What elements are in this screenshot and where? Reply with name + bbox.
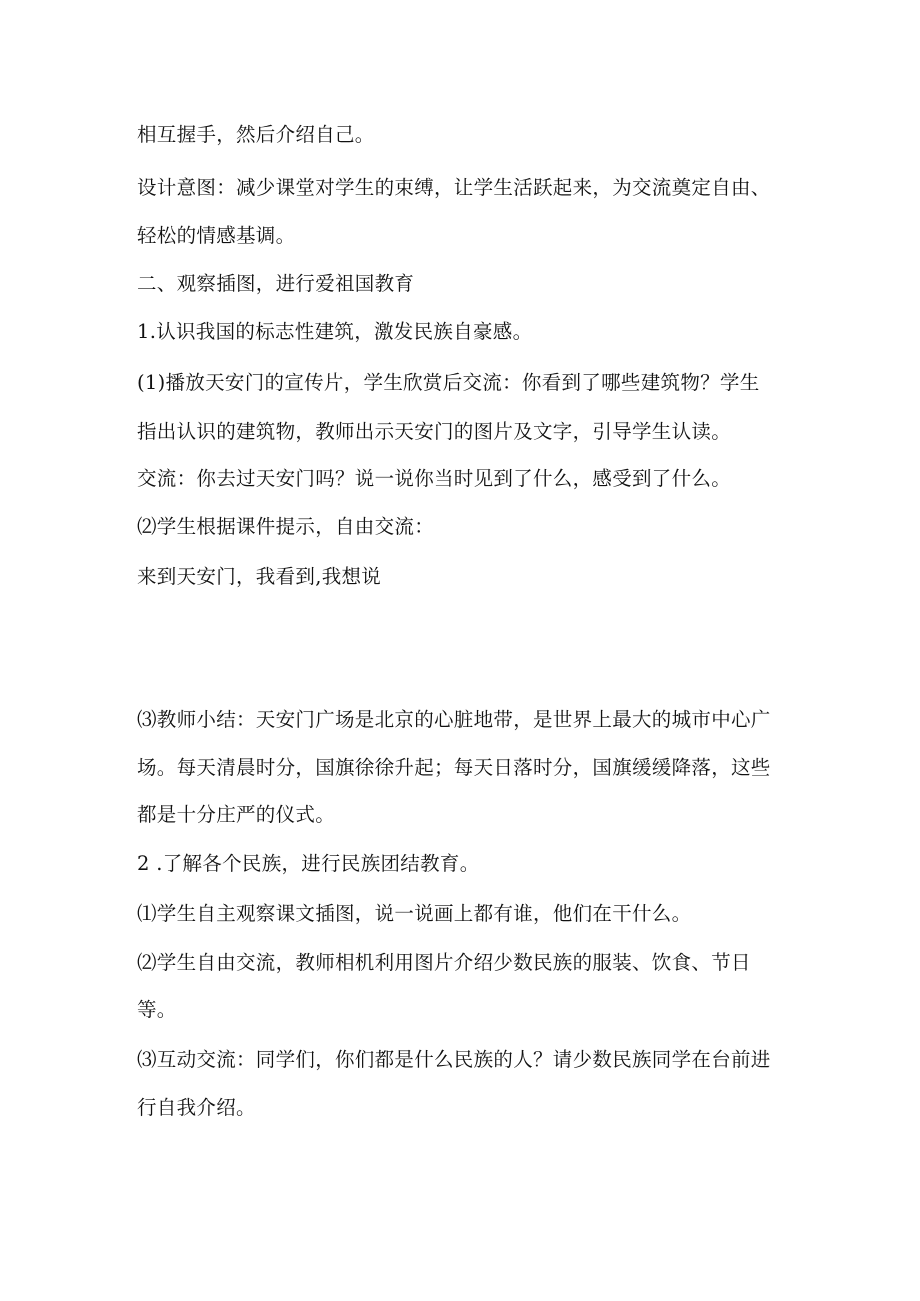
paragraph-line: 都是十分庄严的仪式。 bbox=[137, 803, 336, 826]
subsection-heading: 1.认识我国的标志性建筑，激发民族自豪感。 bbox=[137, 320, 533, 343]
paragraph-line: 等。 bbox=[137, 998, 177, 1021]
paragraph-line: (1)播放天安门的宣传片，学生欣赏后交流：你看到了哪些建筑物？学生 bbox=[137, 371, 760, 394]
section-heading: 二、观察插图，进行爱祖国教育 bbox=[137, 272, 415, 295]
paragraph-line: ⑴学生自主观察课文插图，说一说画上都有谁，他们在干什么。 bbox=[137, 902, 692, 925]
subsection-heading: 2 .了解各个民族，进行民族团结教育。 bbox=[137, 852, 480, 875]
paragraph-line: 相互握手，然后介绍自己。 bbox=[137, 123, 375, 146]
paragraph-line: ⑵学生自由交流，教师相机利用图片介绍少数民族的服装、饮食、节日 bbox=[137, 951, 751, 974]
paragraph-line: 场。每天清晨时分，国旗徐徐升起；每天日落时分，国旗缓缓降落，这些 bbox=[137, 756, 771, 779]
paragraph-line: ⑶教师小结：天安门广场是北京的心脏地带，是世界上最大的城市中心广 bbox=[137, 708, 771, 731]
paragraph-line: 来到天安门，我看到,我想说 bbox=[137, 565, 382, 588]
paragraph-line: 交流：你去过天安门吗？说一说你当时见到了什么，感受到了什么。 bbox=[137, 467, 732, 490]
paragraph-line: 设计意图：减少课堂对学生的束缚，让学生活跃起来，为交流奠定自由、 bbox=[137, 176, 771, 199]
paragraph-line: ⑶互动交流：同学们，你们都是什么民族的人？请少数民族同学在台前进 bbox=[137, 1048, 771, 1071]
paragraph-line: 指出认识的建筑物，教师出示天安门的图片及文字，引导学生认读。 bbox=[137, 420, 732, 443]
paragraph-line: 行自我介绍。 bbox=[137, 1096, 256, 1119]
paragraph-line: 轻松的情感基调。 bbox=[137, 224, 296, 247]
paragraph-line: ⑵学生根据课件提示，自由交流： bbox=[137, 515, 435, 538]
